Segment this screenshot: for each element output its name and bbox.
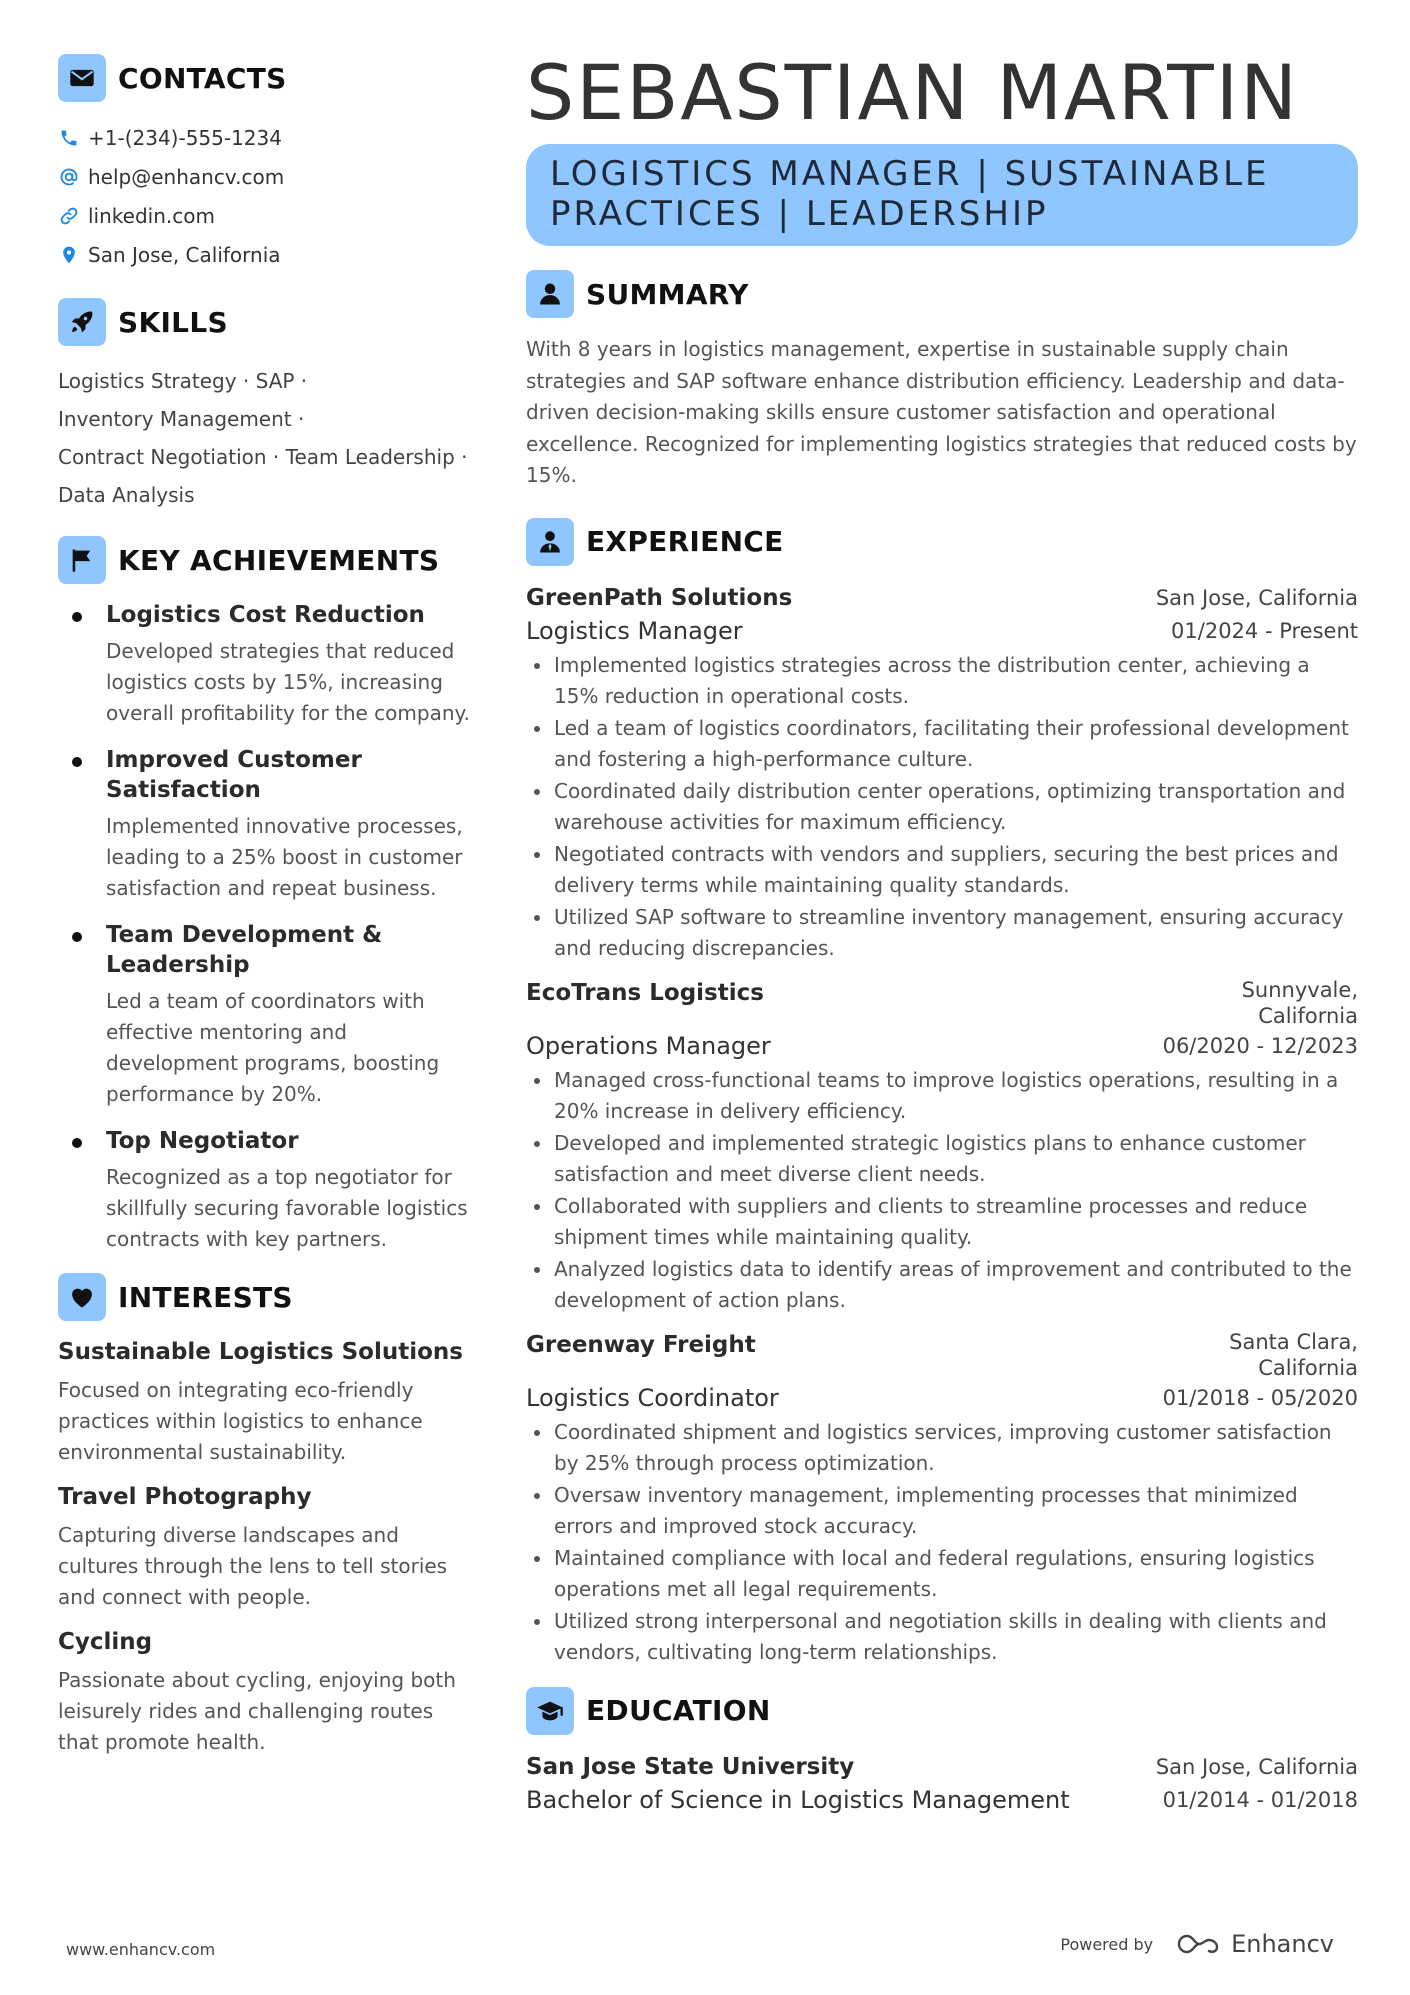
job-bullet: Developed and implemented strategic logistics plans to enhance customer satisfaction and meet diverse client needs. xyxy=(526,1128,1358,1191)
interest-item xyxy=(58,1627,478,1758)
company-name: GreenPath Solutions xyxy=(526,584,793,611)
summary-header xyxy=(526,268,1358,320)
school-name: San Jose State University xyxy=(526,1753,855,1780)
summary-text: With 8 years in logistics management, expertise in sustainable supply chain strategies and SAP software enhance distribution efficiency. Leadership and data-driven decision-making skills ensure customer satisfaction and operational excellence. Recognized for implementing logistics strategies that reduced costs by 15%. xyxy=(526,337,1357,487)
job-location-line: California xyxy=(1258,1003,1358,1028)
job-bullet: Utilized SAP software to streamline inventory management, ensuring accuracy and reducing discrepancies. xyxy=(526,902,1358,965)
interests-header xyxy=(58,1271,478,1323)
job-bullet: Led a team of logistics coordinators, facilitating their professional development and fostering a high-performance culture. xyxy=(526,713,1358,776)
contacts-section xyxy=(58,52,478,274)
graduation-cap-icon xyxy=(526,1687,574,1735)
achievements-header xyxy=(58,534,478,586)
job-dates: 06/2020 - 12/2023 xyxy=(1162,1033,1358,1058)
job-location-line: Sunnyvale, xyxy=(1241,977,1358,1002)
job-bullet: Negotiated contracts with vendors and suppliers, securing the best prices and delivery terms while maintaining quality standards. xyxy=(526,839,1358,902)
experience-section xyxy=(526,516,1358,1669)
job-bullet: Coordinated shipment and logistics services, improving customer satisfaction by 25% through process optimization. xyxy=(526,1417,1358,1480)
achievement-item xyxy=(58,920,478,1110)
education-dates: 01/2014 - 01/2018 xyxy=(1162,1787,1358,1812)
job-location-line: California xyxy=(1258,1355,1358,1380)
job-location xyxy=(1242,977,1358,1029)
contact-phone xyxy=(58,118,478,157)
experience-title: EXPERIENCE xyxy=(586,525,784,558)
achievement-title: Improved Customer Satisfaction xyxy=(106,747,362,803)
job-dates: 01/2018 - 05/2020 xyxy=(1162,1385,1358,1410)
map-pin-icon xyxy=(58,244,80,266)
job-location xyxy=(1229,1329,1358,1381)
job-role-row xyxy=(526,1029,1358,1063)
job-bullet: Maintained compliance with local and federal regulations, ensuring logistics operations met all legal requirements. xyxy=(526,1543,1358,1606)
email-text[interactable]: help@enhancv.com xyxy=(88,164,285,189)
interest-title: Cycling xyxy=(58,1629,153,1655)
achievements-section xyxy=(58,534,478,1255)
education-degree-row xyxy=(526,1783,1358,1817)
experience-header xyxy=(526,516,1358,568)
job-bullet: Collaborated with suppliers and clients to streamline processes and reduce shipment times while maintaining quality. xyxy=(526,1191,1358,1254)
job-bullet: Managed cross-functional teams to improve logistics operations, resulting in a 20% increase in delivery efficiency. xyxy=(526,1065,1358,1128)
achievement-title: Logistics Cost Reduction xyxy=(106,602,425,628)
skills-line: Inventory Management · xyxy=(58,407,305,431)
achievement-item xyxy=(58,1126,478,1255)
job-bullet: Oversaw inventory management, implementing processes that minimized errors and improved stock accuracy. xyxy=(526,1480,1358,1543)
interests-title: INTERESTS xyxy=(118,1280,293,1314)
envelope-icon xyxy=(58,54,106,102)
contact-email xyxy=(58,157,478,196)
job-dates: 01/2024 - Present xyxy=(1171,618,1358,643)
job-bullets xyxy=(526,1065,1358,1317)
job-location-line: Santa Clara, xyxy=(1229,1329,1358,1354)
job-role: Operations Manager xyxy=(526,1031,771,1060)
link-icon xyxy=(58,205,80,227)
achievements-title: KEY ACHIEVEMENTS xyxy=(118,543,440,577)
phone-icon xyxy=(58,127,80,149)
flag-icon xyxy=(58,536,106,584)
skills-line: Data Analysis xyxy=(58,483,195,507)
interest-item xyxy=(58,1482,478,1613)
achievement-desc: Developed strategies that reduced logistics costs by 15%, increasing overall profitability for the company. xyxy=(106,639,470,725)
job-header-row xyxy=(526,582,1358,614)
headline-banner: LOGISTICS MANAGER | SUSTAINABLE PRACTICES | LEADERSHIP xyxy=(526,144,1358,246)
person-icon xyxy=(526,270,574,318)
achievement-item xyxy=(58,600,478,729)
candidate-name: SEBASTIAN MARTIN xyxy=(526,48,1299,137)
interest-item xyxy=(58,1337,478,1468)
job-bullet: Implemented logistics strategies across the distribution center, achieving a 15% reduction in operational costs. xyxy=(526,650,1358,713)
achievement-desc: Recognized as a top negotiator for skillfully securing favorable logistics contracts with key partners. xyxy=(106,1165,468,1251)
achievement-title: Top Negotiator xyxy=(106,1128,299,1154)
interest-title: Travel Photography xyxy=(58,1484,312,1510)
job-role: Logistics Manager xyxy=(526,616,743,645)
contact-linkedin xyxy=(58,196,478,235)
contact-location xyxy=(58,235,478,274)
achievement-title: Team Development & Leadership xyxy=(106,922,383,978)
achievement-desc: Led a team of coordinators with effective mentoring and development programs, boosting performance by 20%. xyxy=(106,989,440,1106)
enhancv-logo-icon xyxy=(1175,1931,1223,1957)
job-location: San Jose, California xyxy=(1155,585,1358,610)
left-column xyxy=(58,52,478,1772)
education-title: EDUCATION xyxy=(586,1694,771,1727)
job-bullet: Analyzed logistics data to identify areas of improvement and contributed to the development of action plans. xyxy=(526,1254,1358,1317)
contacts-header xyxy=(58,52,478,104)
job-entry xyxy=(526,582,1358,965)
job-entry xyxy=(526,977,1358,1317)
linkedin-text[interactable]: linkedin.com xyxy=(88,203,215,228)
contacts-title: CONTACTS xyxy=(118,61,287,95)
briefcase-person-icon xyxy=(526,518,574,566)
interest-desc: Focused on integrating eco-friendly practices within logistics to enhance environmental sustainability. xyxy=(58,1378,423,1464)
skills-header xyxy=(58,296,478,348)
footer-branding xyxy=(1060,1930,1334,1958)
degree: Bachelor of Science in Logistics Management xyxy=(526,1785,1070,1814)
job-header-row xyxy=(526,977,1358,1029)
job-entry xyxy=(526,1329,1358,1669)
education-section xyxy=(526,1685,1358,1817)
school-location: San Jose, California xyxy=(1155,1754,1358,1779)
skills-line: Contract Negotiation · Team Leadership · xyxy=(58,445,468,469)
job-bullet: Utilized strong interpersonal and negotiation skills in dealing with clients and vendors, cultivating long-term relationships. xyxy=(526,1606,1358,1669)
skills-list xyxy=(58,362,478,514)
achievement-desc: Implemented innovative processes, leading to a 25% boost in customer satisfaction and repeat business. xyxy=(106,814,463,900)
location-text: San Jose, California xyxy=(88,242,281,267)
at-icon xyxy=(58,166,80,188)
brand-name: Enhancv xyxy=(1231,1930,1334,1958)
rocket-icon xyxy=(58,298,106,346)
right-column xyxy=(526,48,1358,1817)
job-role-row xyxy=(526,614,1358,648)
education-header-row xyxy=(526,1751,1358,1783)
summary-title: SUMMARY xyxy=(586,277,749,311)
job-role-row xyxy=(526,1381,1358,1415)
brand-logo[interactable] xyxy=(1175,1930,1334,1958)
heart-icon xyxy=(58,1273,106,1321)
achievements-list xyxy=(58,600,478,1255)
education-header xyxy=(526,1685,1358,1737)
job-bullets xyxy=(526,650,1358,965)
company-name: Greenway Freight xyxy=(526,1331,756,1358)
skills-section xyxy=(58,296,478,514)
job-header-row xyxy=(526,1329,1358,1381)
job-bullets xyxy=(526,1417,1358,1669)
interest-title: Sustainable Logistics Solutions xyxy=(58,1339,463,1365)
summary-section xyxy=(526,268,1358,492)
interests-section xyxy=(58,1271,478,1758)
company-name: EcoTrans Logistics xyxy=(526,979,764,1006)
job-role: Logistics Coordinator xyxy=(526,1383,779,1412)
skills-line: Logistics Strategy · SAP · xyxy=(58,369,308,393)
achievement-item xyxy=(58,745,478,904)
phone-text[interactable]: +1-(234)-555-1234 xyxy=(88,125,282,150)
job-bullet: Coordinated daily distribution center operations, optimizing transportation and warehouse activities for maximum efficiency. xyxy=(526,776,1358,839)
interest-desc: Passionate about cycling, enjoying both leisurely rides and challenging routes that promote health. xyxy=(58,1668,456,1754)
footer-website[interactable]: www.enhancv.com xyxy=(66,1940,216,1959)
interest-desc: Capturing diverse landscapes and cultures through the lens to tell stories and connect with people. xyxy=(58,1523,448,1609)
skills-title: SKILLS xyxy=(118,305,228,339)
powered-by-label: Powered by xyxy=(1060,1934,1154,1954)
